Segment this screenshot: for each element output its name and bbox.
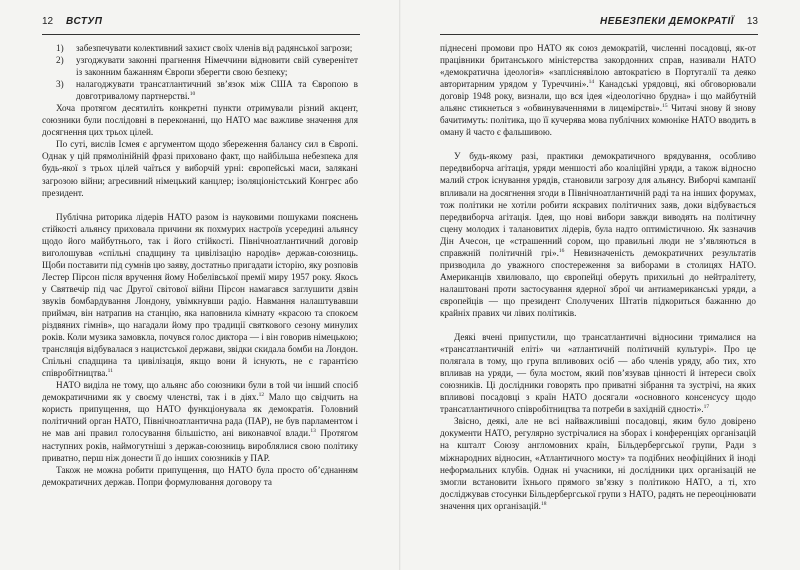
left-page-number: 12 bbox=[42, 16, 54, 27]
paragraph-text: Хоча протягом десятиліть конкретні пункти отримували різний акцент, союзники були послідовні в переконанні, що НАТО має важливе значення для досягнення цих трьох цілей. bbox=[42, 103, 358, 138]
paragraph bbox=[440, 415, 756, 511]
paragraph-text: Невизначеність демократичних результатів призводила до уважного спостереження за виборами в столицях НАТО. Американців хвилювало, що європейці оберуть прихильні до нейтралітету, налаштовані проти застосування ядерної зброї чи антиамериканські уряди, а європейців — що президент Сполучених Штатів підкориться бажанню до крайніх правих чи лівих політиків. bbox=[440, 247, 756, 318]
paragraph bbox=[440, 331, 756, 415]
footnote-ref: 12 bbox=[258, 392, 265, 399]
paragraph bbox=[42, 211, 358, 380]
footnote-ref: 10 bbox=[189, 91, 196, 98]
left-running-title: ВСТУП bbox=[66, 16, 103, 27]
item-text-content: налагоджувати трансатлантичний зв’язок між США та Європою в довготривалому партнерстві. bbox=[76, 79, 358, 102]
paragraph-text: Також не можна робити припущення, що НАТО була просто об’єднанням демократичних держав. Попри формулювання договору та bbox=[42, 464, 358, 487]
paragraph bbox=[42, 379, 358, 463]
right-running-title: НЕБЕЗПЕКИ ДЕМОКРАТІЇ bbox=[600, 16, 734, 27]
item-number: 3) bbox=[56, 79, 64, 90]
paragraph-text: НАТО виділа не тому, що альянс або союзники були в той чи інший спосіб демократичними як у своєму членстві, так і в діях. bbox=[42, 380, 358, 403]
footnote-ref: 11 bbox=[107, 368, 113, 375]
paragraph-text: Мало що свідчить на користь припущення, що НАТО функціонувала як демократія. Головний політичний орган НАТО, Північноатлантична рада (ПАР), не був парламентом і не мав ані правил голосування більшістю, ані виконавчої влади. bbox=[42, 392, 358, 439]
right-running-header bbox=[440, 14, 758, 30]
item-text-content: забезпечувати колективний захист своїх членів від радянської загрози; bbox=[76, 43, 353, 53]
paragraph-text: У будь-якому разі, практики демократичного врядування, особливо передвиборча агітація, уряди меншості або коаліційні уряди, а також відносно малий строк існування урядів, становили загрозу для альянсу. Виборчі кампанії впливали на досягнення згоди в Північноатлантичній раді та на інших форумах, тож політики не хотіли робити яскравих політичних заяв, доки відбувається передвиборча агітація. Ідея, що нові вибори завжди виводять на політичну сцену молодих і талановитих лідерів, була надто оптимістичною. Як зазначив Дін Ачесон, це «страшенний сором, що правильні люди не з’являються в справжній політичній грі». bbox=[440, 151, 756, 258]
section-break bbox=[440, 319, 756, 331]
item-text bbox=[76, 78, 358, 102]
paragraph-text: Деякі вчені припустили, що трансатлантичні відносини трималися на «трансатлантичній еліті» чи «атлантичній політичній культурі». Про це полягала в тому, що група впливових осіб — або членів уряду, або тих, хто впливав на уряди, — була мостом, який пов’язував цінності й інтереси своїх союзників. Ці дослідники говорять про приватні зібрання та зустрічі, на яких впливові посадовці з країн НАТО досягали «основного консенсусу щодо трансатлантичного співробітництва та потреби в західній єдності». bbox=[440, 332, 756, 415]
numbered-item bbox=[42, 54, 358, 78]
item-text bbox=[76, 42, 358, 54]
item-text-content: узгоджувати законні прагнення Німеччини відновити свій суверенітет із законним бажанням Європи зберегти свою безпеку; bbox=[76, 55, 358, 78]
paragraph-text: Протягом наступних років, наймогутніші з держав-союзниць вироблялися свою політику приватно, перш ніж донести її до інших союзників у ПАР. bbox=[42, 428, 358, 463]
paragraph bbox=[42, 138, 358, 198]
paragraph-text: По суті, вислів Ісмея є аргументом щодо збереження балансу сил в Європі. Однак у цій прямолінійній фразі приховано факт, що найбільша небезпека для будь-якої з трьох цілей чаїться у виборчій урні: європейські маси, залякані загрозою війни; агресивний німецький канцлер; ізоляціоністський Конгрес або президент. bbox=[42, 139, 358, 198]
item-text bbox=[76, 54, 358, 78]
footnote-ref: 17 bbox=[703, 404, 710, 411]
left-header-rule bbox=[42, 34, 360, 35]
paragraph-text: Публічна риторика лідерів НАТО разом із науковими пошуками пояснень стійкості альянсу приховала причини як похмурих настроїв усередині альянсу щодо його майбутнього, так і його стійкості. Північноатлантичний договір виголошував «спільні спадщину та цивілізацію народів» держав-союзниць. Щоби поставити під сумнів цю заяву, достатньо пригадати історію, яку розповів Лестер Пірсон після вручення йому Нобелівської премії миру 1957 року. Якось у Святвечір під час Другої світової війни Пірсон намагався заглушити дзвін звуків бомбардування Лондону, увімкнувши радіо. Навмання налаштувавши приймач, він натрапив на станцію, яка наповнила кімнату «красою та спокоєм різдвяних гімнів», що нагадали йому про традиції святкового сезону минулих років. Коли музика замовкла, почувся голос диктора — і він говорив німецькою; трансляція відбувалася з нацистської держави, звідки скидала бомби на Лондон. Спільні спадщина та цивілізація, якщо вони й існують, не є гарантією співробітництва. bbox=[42, 211, 358, 379]
section-break bbox=[440, 138, 756, 150]
left-running-header bbox=[42, 14, 360, 30]
footnote-ref: 18 bbox=[540, 500, 547, 507]
numbered-item bbox=[42, 42, 358, 54]
left-page-body bbox=[42, 42, 358, 488]
right-page-body bbox=[440, 42, 756, 512]
item-number: 1) bbox=[56, 43, 64, 53]
paragraph bbox=[440, 42, 756, 138]
right-page-number: 13 bbox=[746, 16, 758, 27]
paragraph-text: Звісно, деякі, але не всі найважливіші посадовці, яким було довірено документи НАТО, регулярно зустрічалися на зборах і конференціях організацій на кшталт Союзу англомовних країн, Більдербергської групи, Ради з міжнародних відносин, «Атлантичного мосту» та подібних неофіційних й іноді неформальних клубів. Однак ні учасники, ні дослідники цих організацій не змогли встановити їхнього прямого зв’язку з політикою НАТО, а ті, хто досліджував стосунки Більдербергської групи з НАТО, радять не переоцінювати значення цих організацій. bbox=[440, 416, 756, 511]
paragraph bbox=[42, 102, 358, 138]
footnote-ref: 14 bbox=[588, 79, 595, 86]
paragraph-text: Канадські урядовці, які обговорювали договір 1948 року, визнали, що вся ідея «ідеологічно брудна» і що майбутній альянс стикнеться з «обвинуваченнями в лицемірстві». bbox=[440, 79, 756, 114]
footnote-ref: 15 bbox=[662, 103, 668, 110]
footnote-ref: 16 bbox=[558, 247, 565, 254]
section-break bbox=[42, 199, 358, 211]
right-page bbox=[400, 0, 800, 570]
paragraph-text: піднесені промови про НАТО як союз демократій, численні посадовці, як-от працівники британського міністерства закордонних справ, називали НАТО «демократична ідеологія» «запліснявілою автократією в Португалії та деяко авторитарним урядом у Туреччині». bbox=[440, 43, 756, 90]
footnote-ref: 13 bbox=[310, 428, 316, 435]
paragraph bbox=[42, 464, 358, 488]
right-header-rule bbox=[440, 34, 758, 35]
item-number: 2) bbox=[56, 55, 64, 66]
paragraph-text: Читачі знову й знову бачитимуть: політика, що її кучерява мова публічних комюніке НАТО вводить в оману й часто є фальшивою. bbox=[440, 103, 756, 138]
paragraph bbox=[440, 150, 756, 319]
numbered-item bbox=[42, 78, 358, 102]
